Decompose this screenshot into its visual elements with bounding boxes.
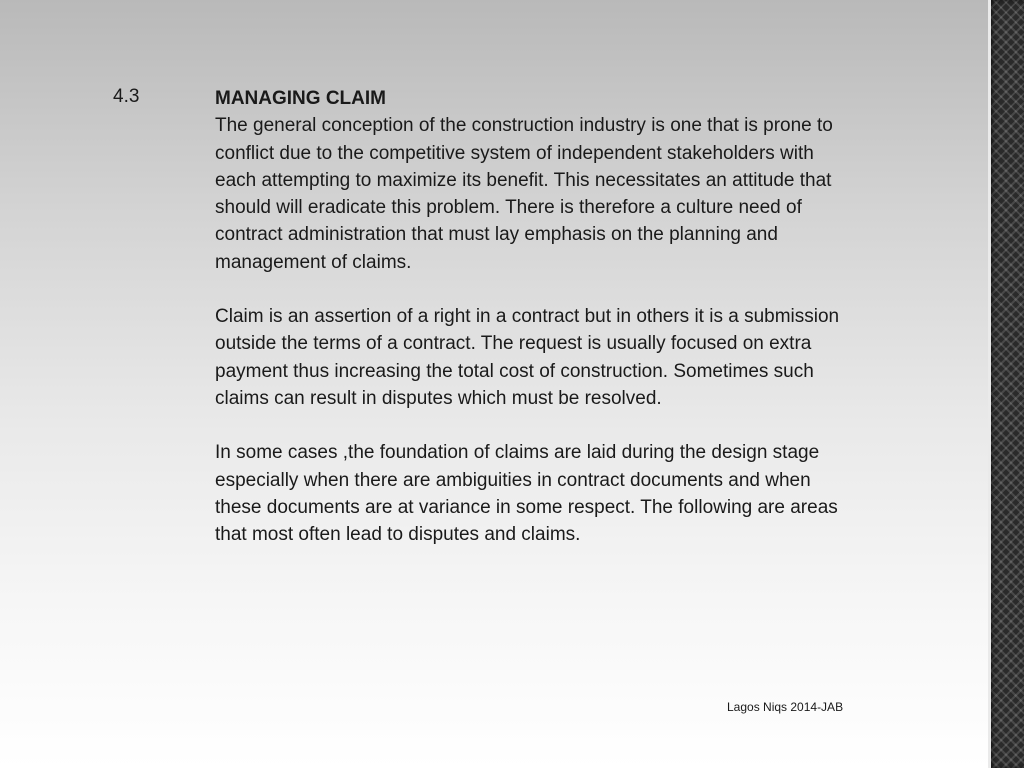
decorative-border <box>988 0 1024 768</box>
paragraph-intro: The general conception of the construction industry is one that is prone to conflict due to the competitive system of independent stakeholders with each attempting to maximize its benefit. This necessitates an attitude that should will eradicate this problem. There is therefore a culture need of contract administration that must lay emphasis on the planning and management of claims. <box>215 115 833 273</box>
section-number: 4.3 <box>113 86 140 107</box>
slide-body <box>215 85 920 575</box>
slide-footer: Lagos Niqs 2014-JAB <box>727 700 844 714</box>
paragraph-claim-definition: Claim is an assertion of a right in a contract but in others it is a submission outside the terms of a contract. The request is usually focused on extra payment thus increasing the total cost of construction. Sometimes such claims can result in disputes which must be resolved. <box>215 306 840 409</box>
slide-heading: MANAGING CLAIM <box>215 88 386 109</box>
paragraph-claim-causes: In some cases ,the foundation of claims are laid during the design stage especially when there are ambiguities in contract documents and when these documents are at variance in some respect. The following are areas that most often lead to disputes and claims. <box>215 442 838 546</box>
